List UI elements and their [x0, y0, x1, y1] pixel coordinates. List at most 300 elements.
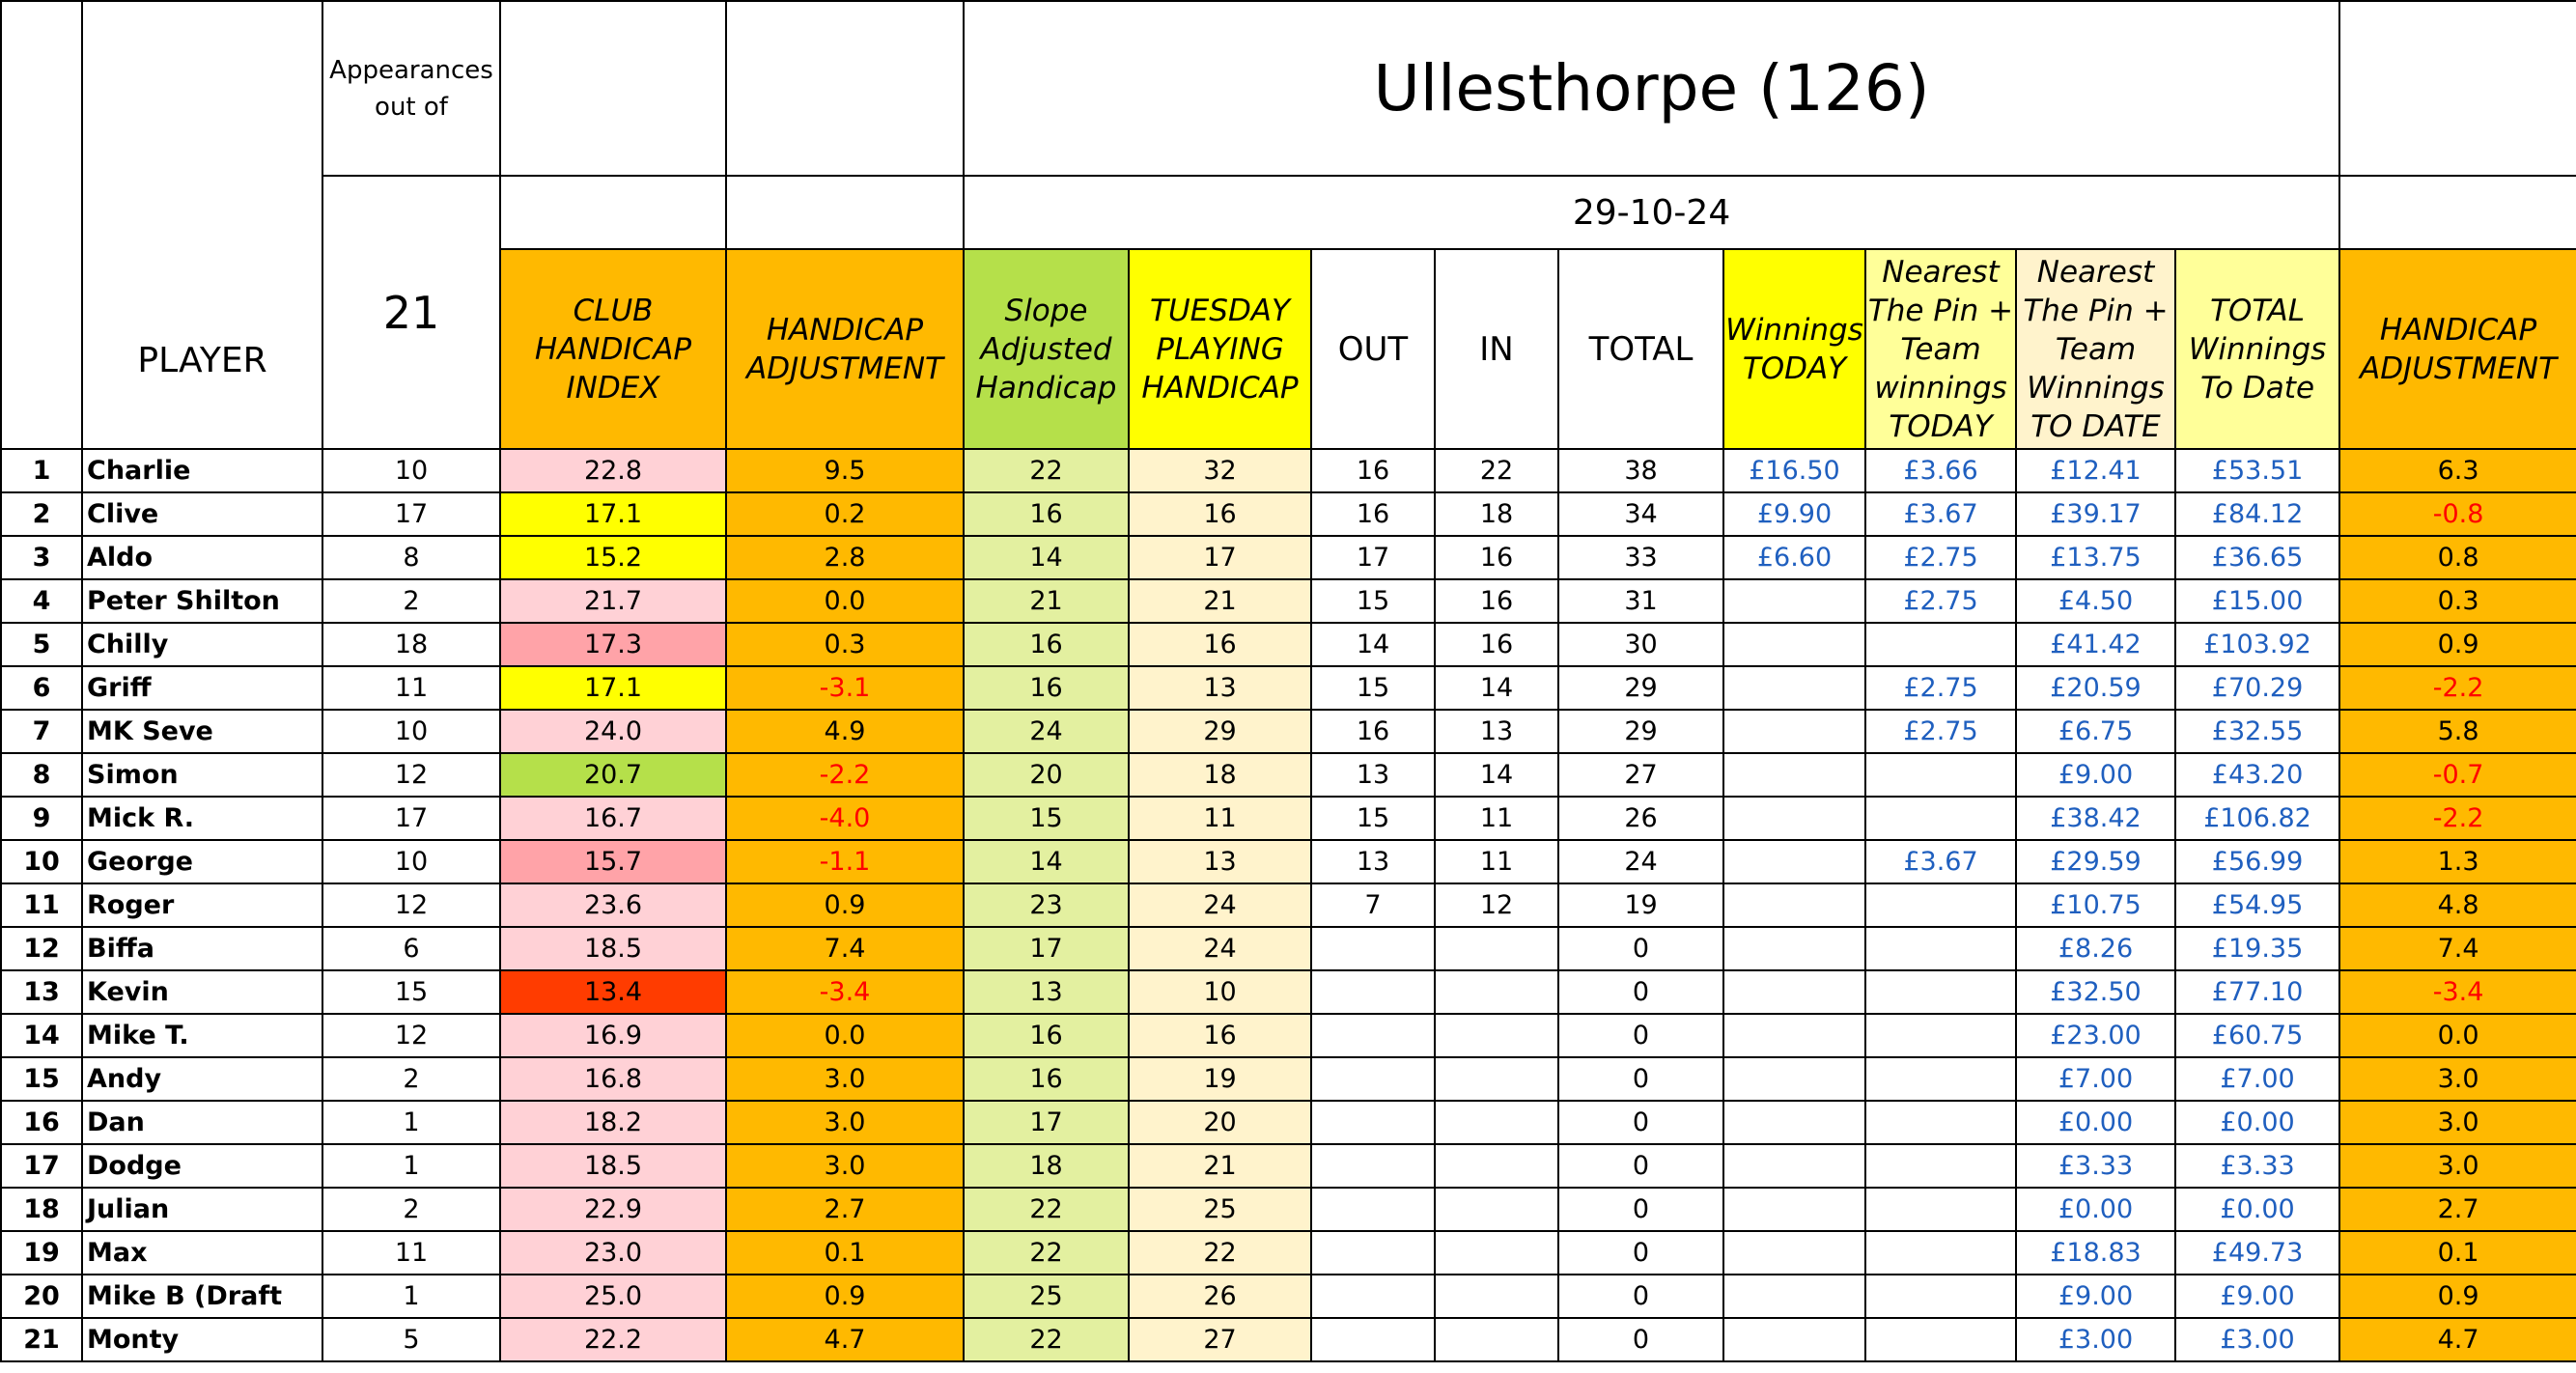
out-cell: 17 [1311, 536, 1435, 579]
slope-adjusted-cell: 16 [964, 1014, 1129, 1057]
total-winnings-cell: £49.73 [2175, 1231, 2339, 1275]
player-name: Peter Shilton [82, 579, 322, 623]
handicap-adjustment-2-cell: 0.1 [2339, 1231, 2576, 1275]
slope-adjusted-cell: 14 [964, 840, 1129, 883]
ntp-today-cell [1865, 1057, 2016, 1101]
table-row [1, 623, 2576, 666]
rank-cell: 2 [1, 492, 82, 536]
total-cell: 19 [1558, 883, 1723, 927]
club-handicap-index-cell: 23.6 [500, 883, 726, 927]
appearances-cell: 10 [322, 449, 500, 492]
in-cell: 16 [1435, 536, 1558, 579]
ntp-today-header: Nearest The Pin + Team winnings TODAY [1865, 249, 2016, 449]
appearances-cell: 2 [322, 579, 500, 623]
in-cell: 14 [1435, 666, 1558, 710]
table-row [1, 1275, 2576, 1318]
rank-cell: 16 [1, 1101, 82, 1144]
club-handicap-index-header: CLUB HANDICAP INDEX [500, 249, 726, 449]
total-winnings-cell: £70.29 [2175, 666, 2339, 710]
player-name: Dan [82, 1101, 322, 1144]
handicap-adjustment-cell: -3.4 [726, 970, 964, 1014]
handicap-adjustment-2-cell: 0.8 [2339, 536, 2576, 579]
winnings-today-cell [1723, 1188, 1865, 1231]
slope-adjusted-cell: 23 [964, 883, 1129, 927]
appearances-cell: 18 [322, 623, 500, 666]
total-winnings-header: TOTAL Winnings To Date [2175, 249, 2339, 449]
total-cell: 33 [1558, 536, 1723, 579]
out-cell [1311, 1275, 1435, 1318]
club-handicap-index-cell: 22.8 [500, 449, 726, 492]
total-winnings-cell: £0.00 [2175, 1101, 2339, 1144]
winnings-today-cell [1723, 1014, 1865, 1057]
winnings-today-cell [1723, 1057, 1865, 1101]
table-row [1, 1318, 2576, 1361]
ntp-to-date-cell: £8.26 [2016, 927, 2175, 970]
ntp-to-date-cell: £3.00 [2016, 1318, 2175, 1361]
appearances-cell: 10 [322, 840, 500, 883]
appearances-cell: 1 [322, 1275, 500, 1318]
winnings-today-cell [1723, 1144, 1865, 1188]
handicap-adjustment-2-cell: 0.9 [2339, 1275, 2576, 1318]
player-name: Max [82, 1231, 322, 1275]
club-handicap-index-cell: 20.7 [500, 753, 726, 797]
in-cell: 11 [1435, 797, 1558, 840]
winnings-today-cell [1723, 1318, 1865, 1361]
ntp-today-cell: £3.67 [1865, 492, 2016, 536]
handicap-adjustment-2-cell: 3.0 [2339, 1144, 2576, 1188]
total-winnings-cell: £7.00 [2175, 1057, 2339, 1101]
out-cell [1311, 1318, 1435, 1361]
tuesday-playing-cell: 22 [1129, 1231, 1311, 1275]
player-name: Monty [82, 1318, 322, 1361]
tuesday-playing-header: TUESDAY PLAYING HANDICAP [1129, 249, 1311, 449]
tuesday-playing-cell: 20 [1129, 1101, 1311, 1144]
slope-adjusted-cell: 22 [964, 449, 1129, 492]
header-blank [726, 1, 964, 176]
handicap-adjustment-2-cell: -2.2 [2339, 666, 2576, 710]
in-cell: 22 [1435, 449, 1558, 492]
total-winnings-cell: £77.10 [2175, 970, 2339, 1014]
total-winnings-cell: £56.99 [2175, 840, 2339, 883]
ntp-to-date-header: Nearest The Pin + Team Winnings TO DATE [2016, 249, 2175, 449]
tuesday-playing-cell: 13 [1129, 666, 1311, 710]
ntp-today-cell [1865, 1101, 2016, 1144]
handicap-adjustment-cell: 4.7 [726, 1318, 964, 1361]
in-header: IN [1435, 249, 1558, 449]
out-cell: 16 [1311, 492, 1435, 536]
winnings-today-cell [1723, 1101, 1865, 1144]
handicap-adjustment-cell: 2.7 [726, 1188, 964, 1231]
in-cell [1435, 1275, 1558, 1318]
total-winnings-cell: £15.00 [2175, 579, 2339, 623]
slope-adjusted-cell: 17 [964, 1101, 1129, 1144]
in-cell [1435, 1318, 1558, 1361]
in-cell [1435, 1144, 1558, 1188]
ntp-today-cell [1865, 623, 2016, 666]
appearances-cell: 11 [322, 666, 500, 710]
in-cell: 16 [1435, 623, 1558, 666]
ntp-today-cell [1865, 1231, 2016, 1275]
handicap-adjustment-2-cell: -3.4 [2339, 970, 2576, 1014]
handicap-adjustment-cell: 0.9 [726, 883, 964, 927]
ntp-today-cell [1865, 1144, 2016, 1188]
tuesday-playing-cell: 21 [1129, 579, 1311, 623]
rank-cell: 4 [1, 579, 82, 623]
in-cell: 16 [1435, 579, 1558, 623]
handicap-adjustment-2-cell: 0.0 [2339, 1014, 2576, 1057]
total-cell: 0 [1558, 1231, 1723, 1275]
player-name: Griff [82, 666, 322, 710]
tuesday-playing-cell: 26 [1129, 1275, 1311, 1318]
handicap-adjustment-2-cell: 1.3 [2339, 840, 2576, 883]
out-cell [1311, 927, 1435, 970]
rank-cell: 14 [1, 1014, 82, 1057]
club-handicap-index-cell: 16.7 [500, 797, 726, 840]
appearances-cell: 10 [322, 710, 500, 753]
club-handicap-index-cell: 18.5 [500, 927, 726, 970]
ntp-today-cell: £3.66 [1865, 449, 2016, 492]
total-winnings-cell: £53.51 [2175, 449, 2339, 492]
handicap-adjustment-2-cell: 3.0 [2339, 1057, 2576, 1101]
handicap-adjustment-cell: 3.0 [726, 1101, 964, 1144]
total-header: TOTAL [1558, 249, 1723, 449]
ntp-to-date-cell: £10.75 [2016, 883, 2175, 927]
ntp-to-date-cell: £0.00 [2016, 1188, 2175, 1231]
rank-cell: 13 [1, 970, 82, 1014]
slope-adjusted-cell: 22 [964, 1188, 1129, 1231]
table-row [1, 666, 2576, 710]
out-cell: 13 [1311, 753, 1435, 797]
in-cell: 14 [1435, 753, 1558, 797]
ntp-today-cell [1865, 797, 2016, 840]
out-cell: 14 [1311, 623, 1435, 666]
tuesday-playing-cell: 29 [1129, 710, 1311, 753]
rank-cell: 6 [1, 666, 82, 710]
total-cell: 0 [1558, 1101, 1723, 1144]
out-cell [1311, 1014, 1435, 1057]
winnings-today-header: Winnings TODAY [1723, 249, 1865, 449]
handicap-adjustment-cell: 0.3 [726, 623, 964, 666]
appearances-cell: 1 [322, 1101, 500, 1144]
slope-adjusted-cell: 17 [964, 927, 1129, 970]
tuesday-playing-cell: 32 [1129, 449, 1311, 492]
handicap-adjustment-cell: 0.9 [726, 1275, 964, 1318]
in-cell: 11 [1435, 840, 1558, 883]
slope-adjusted-cell: 16 [964, 1057, 1129, 1101]
appearances-cell: 17 [322, 797, 500, 840]
ntp-to-date-cell: £20.59 [2016, 666, 2175, 710]
handicap-adjustment-cell: 7.4 [726, 927, 964, 970]
rank-cell: 17 [1, 1144, 82, 1188]
club-handicap-index-cell: 16.8 [500, 1057, 726, 1101]
total-cell: 31 [1558, 579, 1723, 623]
rank-cell: 19 [1, 1231, 82, 1275]
club-handicap-index-cell: 21.7 [500, 579, 726, 623]
club-handicap-index-cell: 23.0 [500, 1231, 726, 1275]
handicap-adjustment-cell: -4.0 [726, 797, 964, 840]
handicap-adjustment-cell: 0.0 [726, 1014, 964, 1057]
out-cell: 15 [1311, 666, 1435, 710]
club-handicap-index-cell: 22.9 [500, 1188, 726, 1231]
out-header: OUT [1311, 249, 1435, 449]
tuesday-playing-cell: 16 [1129, 492, 1311, 536]
ntp-today-cell [1865, 1318, 2016, 1361]
total-cell: 27 [1558, 753, 1723, 797]
ntp-to-date-cell: £12.41 [2016, 449, 2175, 492]
ntp-to-date-cell: £32.50 [2016, 970, 2175, 1014]
ntp-today-cell [1865, 1275, 2016, 1318]
player-name: MK Seve [82, 710, 322, 753]
handicap-adjustment-2-cell: 4.8 [2339, 883, 2576, 927]
club-handicap-index-cell: 22.2 [500, 1318, 726, 1361]
in-cell [1435, 970, 1558, 1014]
table-row [1, 536, 2576, 579]
player-name: George [82, 840, 322, 883]
total-winnings-cell: £84.12 [2175, 492, 2339, 536]
out-cell: 16 [1311, 449, 1435, 492]
table-row [1, 970, 2576, 1014]
tuesday-playing-cell: 25 [1129, 1188, 1311, 1231]
header-blank [2339, 1, 2576, 176]
total-winnings-cell: £19.35 [2175, 927, 2339, 970]
winnings-today-cell [1723, 666, 1865, 710]
handicap-adjustment-2-cell: 3.0 [2339, 1101, 2576, 1144]
table-row [1, 1014, 2576, 1057]
handicap-adjustment-2-cell: 7.4 [2339, 927, 2576, 970]
player-name: Aldo [82, 536, 322, 579]
total-winnings-cell: £54.95 [2175, 883, 2339, 927]
rank-cell: 8 [1, 753, 82, 797]
player-name: Chilly [82, 623, 322, 666]
winnings-today-cell [1723, 710, 1865, 753]
handicap-adjustment-cell: -1.1 [726, 840, 964, 883]
total-cell: 0 [1558, 970, 1723, 1014]
appearances-cell: 12 [322, 1014, 500, 1057]
winnings-today-cell [1723, 797, 1865, 840]
tuesday-playing-cell: 17 [1129, 536, 1311, 579]
slope-adjusted-cell: 25 [964, 1275, 1129, 1318]
slope-adjusted-cell: 21 [964, 579, 1129, 623]
total-cell: 0 [1558, 927, 1723, 970]
out-cell: 15 [1311, 579, 1435, 623]
in-cell [1435, 1101, 1558, 1144]
handicap-adjustment-cell: -3.1 [726, 666, 964, 710]
winnings-today-cell [1723, 1275, 1865, 1318]
rank-cell: 10 [1, 840, 82, 883]
ntp-today-cell: £2.75 [1865, 666, 2016, 710]
table-row [1, 1231, 2576, 1275]
club-handicap-index-cell: 15.2 [500, 536, 726, 579]
handicap-adjustment-cell: 0.2 [726, 492, 964, 536]
total-winnings-cell: £3.33 [2175, 1144, 2339, 1188]
player-name: Clive [82, 492, 322, 536]
ntp-to-date-cell: £39.17 [2016, 492, 2175, 536]
handicap-adjustment-2-cell: 0.9 [2339, 623, 2576, 666]
handicap-adjustment-2-cell: -0.7 [2339, 753, 2576, 797]
tuesday-playing-cell: 13 [1129, 840, 1311, 883]
date-label: 29-10-24 [964, 176, 2339, 249]
rank-cell: 12 [1, 927, 82, 970]
table-row [1, 492, 2576, 536]
ntp-to-date-cell: £4.50 [2016, 579, 2175, 623]
ntp-to-date-cell: £38.42 [2016, 797, 2175, 840]
handicap-adjustment-2-cell: 5.8 [2339, 710, 2576, 753]
total-cell: 0 [1558, 1318, 1723, 1361]
ntp-today-cell [1865, 927, 2016, 970]
table-row [1, 927, 2576, 970]
appearances-cell: 11 [322, 1231, 500, 1275]
ntp-to-date-cell: £29.59 [2016, 840, 2175, 883]
ntp-today-cell: £2.75 [1865, 579, 2016, 623]
slope-adjusted-cell: 14 [964, 536, 1129, 579]
appearances-cell: 12 [322, 883, 500, 927]
appearances-total: 21 [322, 176, 500, 449]
ntp-to-date-cell: £41.42 [2016, 623, 2175, 666]
rank-cell: 11 [1, 883, 82, 927]
tuesday-playing-cell: 21 [1129, 1144, 1311, 1188]
table-row [1, 840, 2576, 883]
total-winnings-cell: £103.92 [2175, 623, 2339, 666]
total-winnings-cell: £36.65 [2175, 536, 2339, 579]
in-cell [1435, 1231, 1558, 1275]
rank-cell: 9 [1, 797, 82, 840]
header-blank [500, 1, 726, 176]
total-winnings-cell: £106.82 [2175, 797, 2339, 840]
handicap-adjustment-header: HANDICAP ADJUSTMENT [726, 249, 964, 449]
ntp-to-date-cell: £18.83 [2016, 1231, 2175, 1275]
table-row [1, 1188, 2576, 1231]
handicap-adjustment-2-header: HANDICAP ADJUSTMENT [2339, 249, 2576, 449]
player-header: PLAYER [82, 1, 322, 449]
total-cell: 24 [1558, 840, 1723, 883]
out-cell: 7 [1311, 883, 1435, 927]
total-cell: 0 [1558, 1057, 1723, 1101]
in-cell [1435, 927, 1558, 970]
club-handicap-index-cell: 16.9 [500, 1014, 726, 1057]
in-cell [1435, 1057, 1558, 1101]
out-cell [1311, 1188, 1435, 1231]
player-name: Kevin [82, 970, 322, 1014]
slope-adjusted-cell: 16 [964, 623, 1129, 666]
handicap-adjustment-cell: 2.8 [726, 536, 964, 579]
total-cell: 34 [1558, 492, 1723, 536]
handicap-adjustment-cell: 0.1 [726, 1231, 964, 1275]
appearances-cell: 2 [322, 1057, 500, 1101]
winnings-today-cell [1723, 927, 1865, 970]
table-row [1, 797, 2576, 840]
handicap-adjustment-2-cell: -2.2 [2339, 797, 2576, 840]
handicap-adjustment-cell: 4.9 [726, 710, 964, 753]
tuesday-playing-cell: 24 [1129, 883, 1311, 927]
ntp-today-cell [1865, 883, 2016, 927]
ntp-today-cell: £2.75 [1865, 710, 2016, 753]
ntp-to-date-cell: £3.33 [2016, 1144, 2175, 1188]
slope-adjusted-cell: 13 [964, 970, 1129, 1014]
header-blank [2339, 176, 2576, 249]
total-cell: 38 [1558, 449, 1723, 492]
out-cell: 16 [1311, 710, 1435, 753]
winnings-today-cell [1723, 623, 1865, 666]
appearances-cell: 5 [322, 1318, 500, 1361]
total-winnings-cell: £0.00 [2175, 1188, 2339, 1231]
player-name: Mike B (Draft [82, 1275, 322, 1318]
total-cell: 0 [1558, 1275, 1723, 1318]
table-row [1, 883, 2576, 927]
in-cell: 13 [1435, 710, 1558, 753]
tuesday-playing-cell: 10 [1129, 970, 1311, 1014]
player-name: Simon [82, 753, 322, 797]
handicap-adjustment-2-cell: 0.3 [2339, 579, 2576, 623]
slope-adjusted-cell: 16 [964, 492, 1129, 536]
appearances-label: Appearances out of [322, 1, 500, 176]
total-winnings-cell: £9.00 [2175, 1275, 2339, 1318]
header-blank [726, 176, 964, 249]
club-handicap-index-cell: 17.3 [500, 623, 726, 666]
ntp-today-cell: £2.75 [1865, 536, 2016, 579]
ntp-to-date-cell: £13.75 [2016, 536, 2175, 579]
club-handicap-index-cell: 15.7 [500, 840, 726, 883]
appearances-cell: 2 [322, 1188, 500, 1231]
tuesday-playing-cell: 24 [1129, 927, 1311, 970]
winnings-today-cell [1723, 1231, 1865, 1275]
winnings-today-cell [1723, 753, 1865, 797]
club-handicap-index-cell: 17.1 [500, 666, 726, 710]
slope-adjusted-cell: 22 [964, 1231, 1129, 1275]
tuesday-playing-cell: 16 [1129, 623, 1311, 666]
slope-adjusted-cell: 24 [964, 710, 1129, 753]
out-cell: 13 [1311, 840, 1435, 883]
rank-cell: 1 [1, 449, 82, 492]
table-row [1, 753, 2576, 797]
handicap-adjustment-2-cell: 4.7 [2339, 1318, 2576, 1361]
handicap-adjustment-cell: 9.5 [726, 449, 964, 492]
tuesday-playing-cell: 19 [1129, 1057, 1311, 1101]
rank-cell: 20 [1, 1275, 82, 1318]
rank-cell: 5 [1, 623, 82, 666]
winnings-today-cell [1723, 840, 1865, 883]
rank-cell: 15 [1, 1057, 82, 1101]
player-name: Roger [82, 883, 322, 927]
table-row [1, 1101, 2576, 1144]
total-winnings-cell: £43.20 [2175, 753, 2339, 797]
out-cell [1311, 1231, 1435, 1275]
slope-adjusted-cell: 18 [964, 1144, 1129, 1188]
club-handicap-index-cell: 13.4 [500, 970, 726, 1014]
handicap-adjustment-cell: -2.2 [726, 753, 964, 797]
page-title: Ullesthorpe (126) [964, 1, 2339, 176]
slope-adjusted-header: Slope Adjusted Handicap [964, 249, 1129, 449]
club-handicap-index-cell: 18.2 [500, 1101, 726, 1144]
rank-cell: 3 [1, 536, 82, 579]
tuesday-playing-cell: 27 [1129, 1318, 1311, 1361]
out-cell [1311, 1057, 1435, 1101]
player-name: Biffa [82, 927, 322, 970]
club-handicap-index-cell: 24.0 [500, 710, 726, 753]
out-cell [1311, 970, 1435, 1014]
player-name: Dodge [82, 1144, 322, 1188]
in-cell: 18 [1435, 492, 1558, 536]
ntp-to-date-cell: £23.00 [2016, 1014, 2175, 1057]
ntp-to-date-cell: £9.00 [2016, 753, 2175, 797]
in-cell: 12 [1435, 883, 1558, 927]
rank-header [1, 1, 82, 449]
ntp-today-cell [1865, 1188, 2016, 1231]
tuesday-playing-cell: 16 [1129, 1014, 1311, 1057]
total-cell: 30 [1558, 623, 1723, 666]
player-name: Julian [82, 1188, 322, 1231]
total-cell: 29 [1558, 710, 1723, 753]
rank-cell: 21 [1, 1318, 82, 1361]
